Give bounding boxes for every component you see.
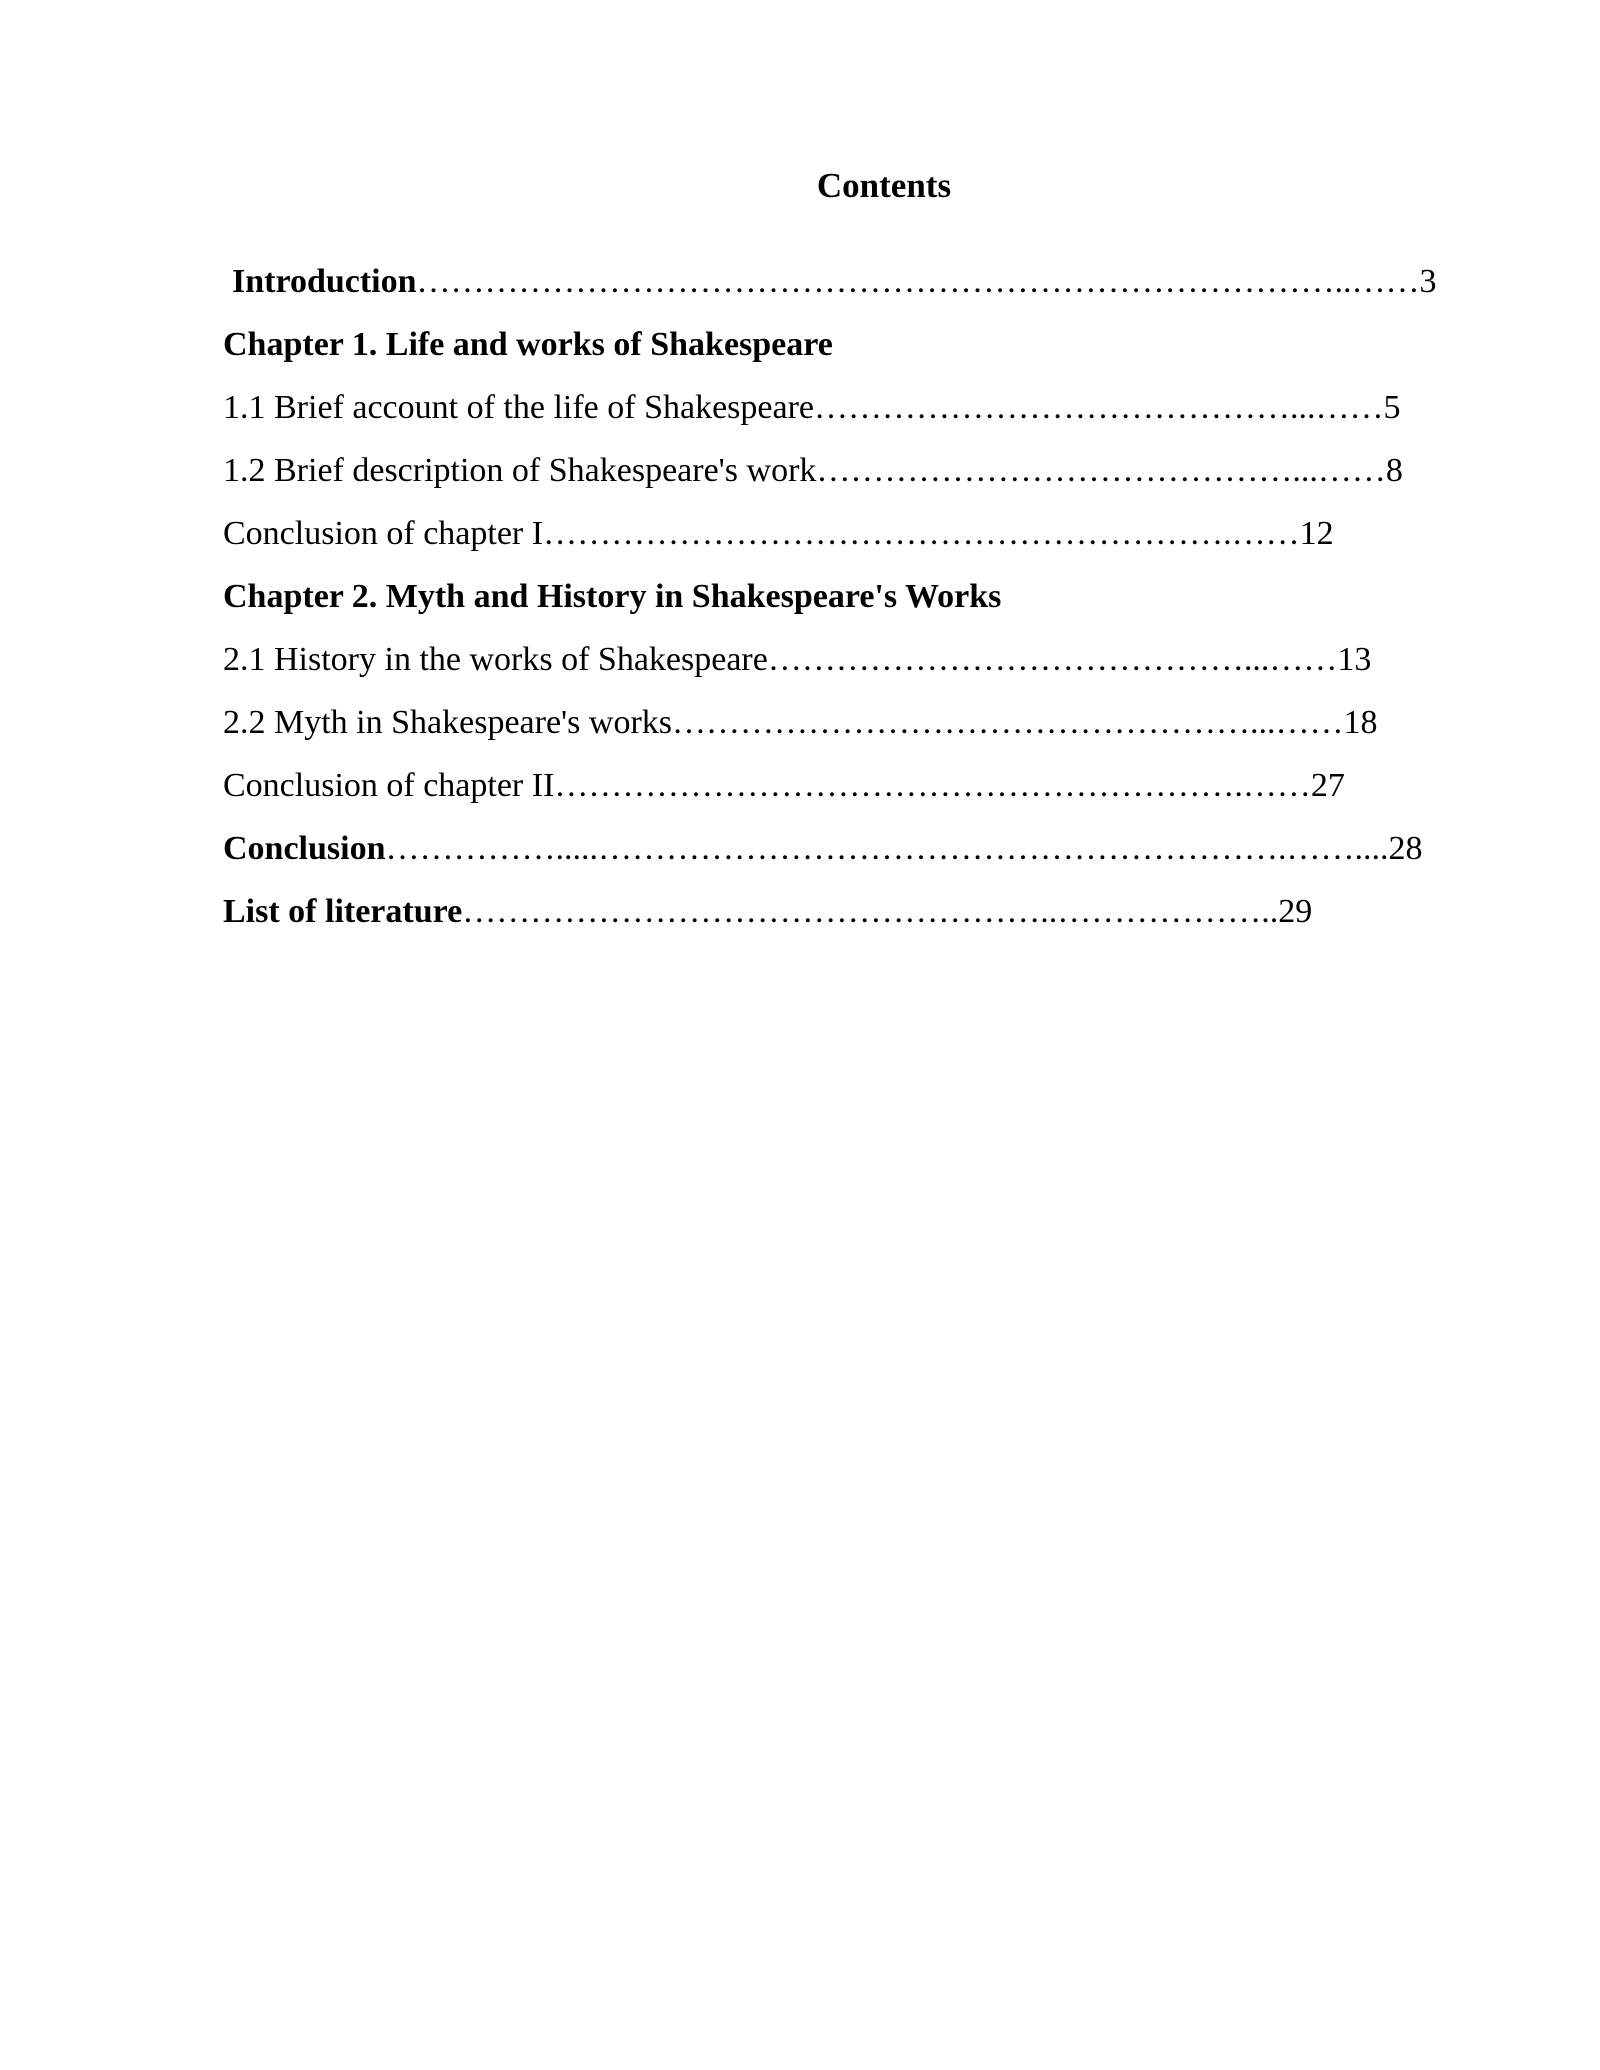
toc-entry-page: 3 xyxy=(1419,263,1437,300)
toc-entry-conclusion xyxy=(223,829,1423,869)
toc-entry-leader: ……………………………………………...…… xyxy=(672,704,1344,741)
toc-entry-label: 2.1 History in the works of Shakespeare xyxy=(223,641,768,678)
toc-entry-list-of-literature xyxy=(223,892,1312,932)
toc-entry-2-1 xyxy=(223,640,1371,680)
toc-entry-page: 27 xyxy=(1310,767,1345,804)
toc-entry-1-2 xyxy=(223,451,1403,491)
toc-entry-page: 29 xyxy=(1278,893,1313,930)
toc-entry-page: 12 xyxy=(1299,515,1334,552)
toc-entry-introduction xyxy=(232,262,1437,302)
toc-entry-leader: …………………………………………………….…… xyxy=(543,515,1300,552)
toc-entry-page: 5 xyxy=(1383,389,1401,426)
toc-entry-2-2 xyxy=(223,703,1378,743)
toc-entry-page: 18 xyxy=(1343,704,1378,741)
toc-entry-label: List of literature xyxy=(223,893,463,930)
toc-entry-leader: …………….....…………………………………………………….…….... xyxy=(385,830,1389,867)
toc-entry-leader: ……………………………………...…… xyxy=(767,641,1338,678)
toc-entry-label: 2.2 Myth in Shakespeare's works xyxy=(223,704,673,741)
toc-chapter-label: Chapter 2. Myth and History in Shakespeare's Works xyxy=(223,578,1002,615)
toc-entry-leader: ……………………………………………..……………….. xyxy=(462,893,1279,930)
toc-entry-label: Conclusion xyxy=(223,830,386,867)
toc-entry-label: Conclusion of chapter I xyxy=(223,515,544,552)
toc-entry-page: 8 xyxy=(1385,452,1403,489)
toc-entry-conclusion-ch2 xyxy=(223,766,1345,806)
toc-entry-label: Conclusion of chapter II xyxy=(223,767,555,804)
toc-entry-leader: ……………………………………...…… xyxy=(816,452,1386,489)
toc-chapter-label: Chapter 1. Life and works of Shakespeare xyxy=(223,326,833,363)
toc-entry-page: 28 xyxy=(1388,830,1423,867)
toc-entry-1-1 xyxy=(223,388,1400,428)
toc-entry-leader: ………………………………………………………………………..…… xyxy=(416,263,1420,300)
toc-entry-leader: ……………………………………...…… xyxy=(813,389,1384,426)
toc-entry-label: Introduction xyxy=(232,263,417,300)
toc-chapter-heading-2 xyxy=(223,577,1001,617)
toc-chapter-heading-1 xyxy=(223,325,833,365)
toc-entry-page: 13 xyxy=(1337,641,1372,678)
toc-entry-label: 1.2 Brief description of Shakespeare's work xyxy=(223,452,817,489)
toc-entry-conclusion-ch1 xyxy=(223,514,1334,554)
toc-entry-label: 1.1 Brief account of the life of Shakespeare xyxy=(223,389,814,426)
toc-entry-leader: …………………………………………………….…… xyxy=(554,767,1311,804)
page-title: Contents xyxy=(816,166,952,205)
